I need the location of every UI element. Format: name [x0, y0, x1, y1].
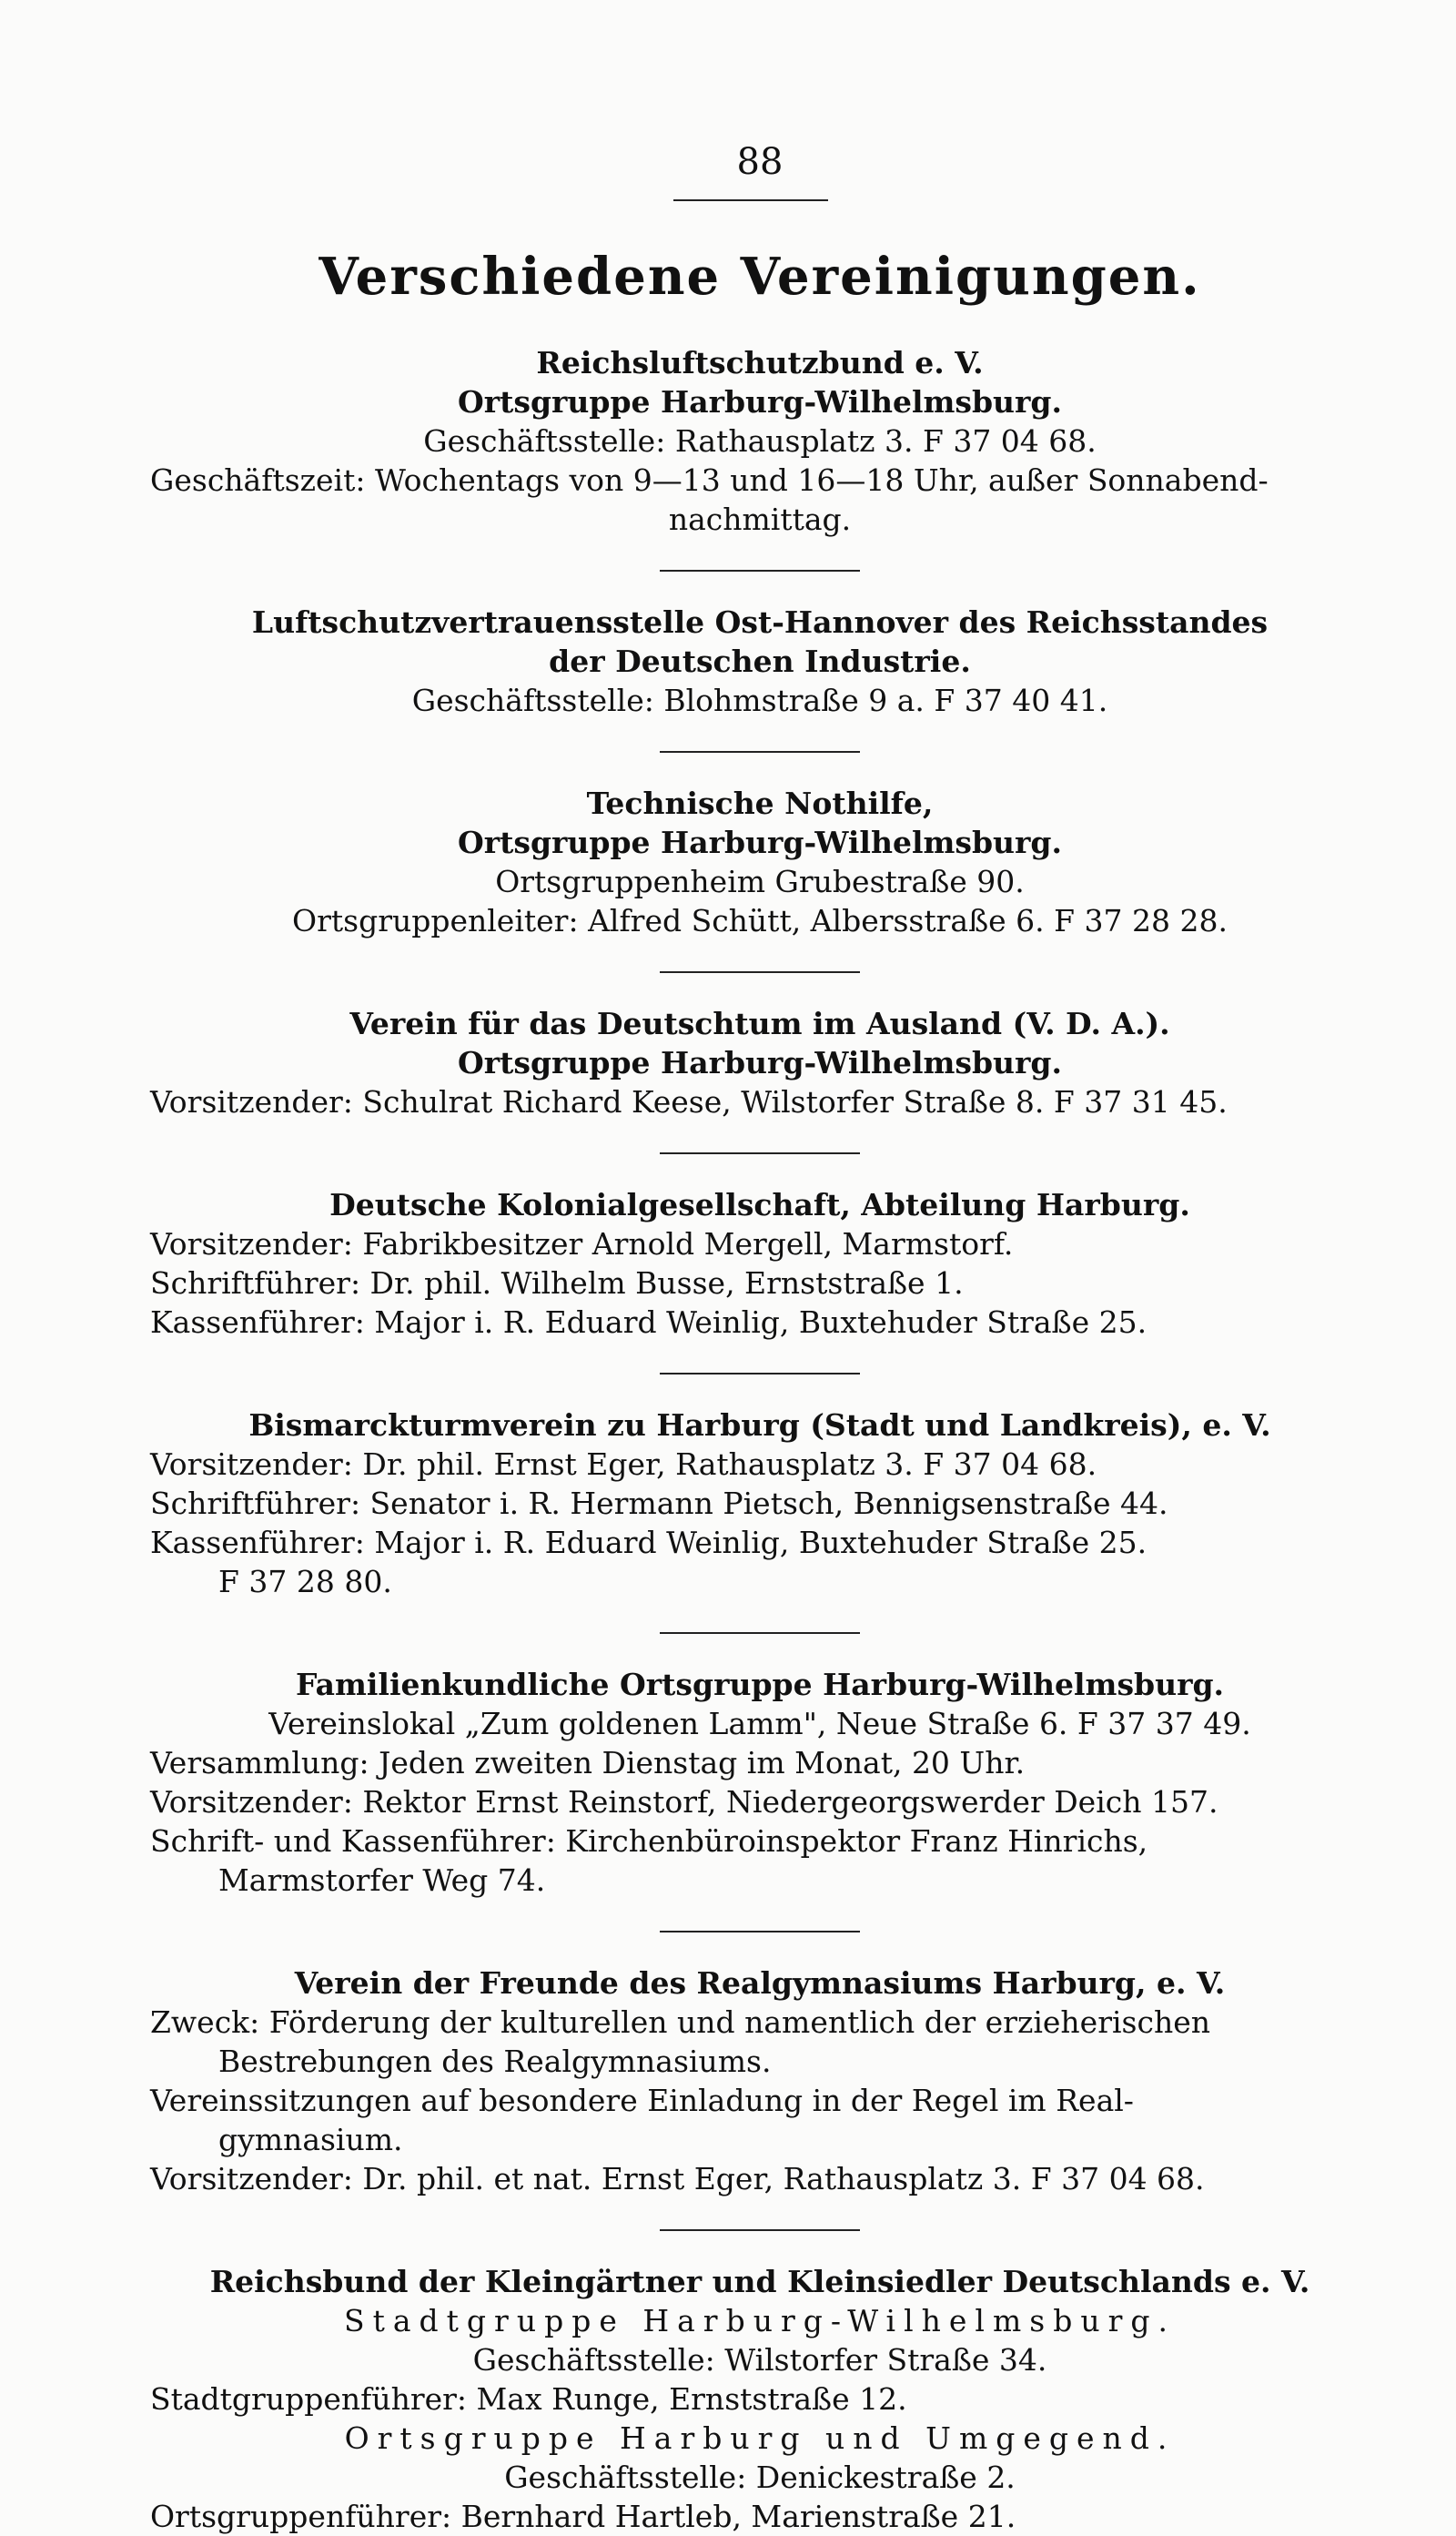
section-heading-line: Reichsbund der Kleingärtner und Kleinsiedler Deutschlands e. V. [209, 2264, 1310, 2299]
entry-line: Geschäftsstelle: Denickestraße 2. [504, 2460, 1016, 2495]
section-separator [660, 570, 860, 572]
section-separator [660, 1931, 860, 1932]
section-heading-line: Luftschutzvertrauensstelle Ost-Hannover des Reichsstandes [251, 604, 1269, 640]
section-separator [660, 1632, 860, 1634]
entry-line: Geschäftsstelle: Blohmstraße 9 a. F 37 40 41. [411, 683, 1108, 718]
entry-line: Stadtgruppe Harburg-Wilhelmsburg. [344, 2303, 1176, 2338]
entry-line: nachmittag. [668, 502, 852, 537]
section-heading-line: Reichsluftschutzbund e. V. [536, 345, 984, 380]
entry-line: Ortsgruppe Harburg und Umgegend. [344, 2420, 1176, 2456]
entry-line: Ortsgruppenheim Grubestraße 90. [495, 864, 1025, 899]
entry-line: Geschäftszeit: Wochentags von 9—13 und 16—18 Uhr, außer Sonnabend- [150, 462, 1269, 498]
section-heading-line: der Deutschen Industrie. [549, 644, 971, 679]
entry-line: Vereinssitzungen auf besondere Einladung in der Regel im Real- [150, 2083, 1134, 2118]
entry-line: Vorsitzender: Schulrat Richard Keese, Wilstorfer Straße 8. F 37 31 45. [150, 1084, 1228, 1120]
entry-line: Schriftführer: Dr. phil. Wilhelm Busse, Ernststraße 1. [150, 1265, 964, 1301]
section-heading-line: Technische Nothilfe, [586, 786, 934, 821]
association-section [150, 1405, 1370, 1601]
association-section [150, 1185, 1370, 1342]
entry-line: Ortsgruppenleiter: Alfred Schütt, Albersstraße 6. F 37 28 28. [292, 903, 1228, 938]
section-heading-line: Verein der Freunde des Realgymnasiums Harburg, e. V. [294, 1965, 1226, 2001]
page-number: 88 [736, 141, 784, 183]
entry-line: Schriftführer: Senator i. R. Hermann Pietsch, Bennigsenstraße 44. [150, 1486, 1168, 1521]
entry-line: Marmstorfer Weg 74. [218, 1862, 546, 1898]
entry-line: Vorsitzender: Dr. phil. Ernst Eger, Rathausplatz 3. F 37 04 68. [150, 1446, 1097, 1482]
entry-line: Ortsgruppenführer: Bernhard Hartleb, Marienstraße 21. [150, 2499, 1016, 2534]
section-separator [660, 2229, 860, 2231]
association-section [150, 2262, 1370, 2536]
entry-line: Kassenführer: Major i. R. Eduard Weinlig, Buxtehuder Straße 25. [150, 1304, 1148, 1340]
section-separator [660, 971, 860, 973]
association-section [150, 343, 1370, 539]
entry-line: Geschäftsstelle: Wilstorfer Straße 34. [472, 2342, 1047, 2378]
association-section [150, 1004, 1370, 1121]
entry-line: Vereinslokal „Zum goldenen Lamm", Neue Straße 6. F 37 37 49. [268, 1706, 1251, 1741]
section-heading-line: Verein für das Deutschtum im Ausland (V. D. A.). [349, 1006, 1170, 1041]
entry-line: Bestrebungen des Realgymnasiums. [218, 2044, 772, 2079]
entry-line: Stadtgruppenführer: Max Runge, Ernststraße 12. [150, 2381, 907, 2417]
entry-line: Zweck: Förderung der kulturellen und namentlich der erzieherischen [150, 2004, 1210, 2040]
section-separator [660, 1152, 860, 1154]
page-title: Verschiedene Vereinigungen. [318, 247, 1201, 307]
section-heading-line: Deutsche Kolonialgesellschaft, Abteilung Harburg. [329, 1187, 1190, 1222]
association-section [150, 1665, 1370, 1900]
entry-line: Vorsitzender: Fabrikbesitzer Arnold Mergell, Marmstorf. [150, 1226, 1014, 1262]
entry-line: Vorsitzender: Dr. phil. et nat. Ernst Eger, Rathausplatz 3. F 37 04 68. [150, 2161, 1205, 2196]
sections-container [150, 343, 1370, 2536]
entry-line: Kassenführer: Major i. R. Eduard Weinlig, Buxtehuder Straße 25. [150, 1525, 1148, 1560]
association-section [150, 603, 1370, 720]
section-heading-line: Ortsgruppe Harburg-Wilhelmsburg. [458, 825, 1062, 860]
entry-line: Schrift- und Kassenführer: Kirchenbüroinspektor Franz Hinrichs, [150, 1823, 1148, 1859]
entry-line: Vorsitzender: Rektor Ernst Reinstorf, Niedergeorgswerder Deich 157. [150, 1784, 1218, 1820]
section-separator [660, 1373, 860, 1375]
section-separator [660, 751, 860, 753]
association-section [150, 1963, 1370, 2198]
section-heading-line: Ortsgruppe Harburg-Wilhelmsburg. [458, 384, 1062, 420]
section-heading-line: Familienkundliche Ortsgruppe Harburg-Wilhelmsburg. [295, 1667, 1225, 1702]
association-section [150, 784, 1370, 940]
entry-line: Versammlung: Jeden zweiten Dienstag im Monat, 20 Uhr. [150, 1745, 1026, 1780]
entry-line: gymnasium. [218, 2122, 403, 2157]
entry-line: F 37 28 80. [218, 1564, 392, 1599]
page-number-rule [673, 199, 828, 201]
section-heading-line: Bismarckturmverein zu Harburg (Stadt und Landkreis), e. V. [248, 1407, 1271, 1443]
section-heading-line: Ortsgruppe Harburg-Wilhelmsburg. [458, 1045, 1062, 1080]
entry-line: Geschäftsstelle: Rathausplatz 3. F 37 04 68. [423, 423, 1097, 459]
